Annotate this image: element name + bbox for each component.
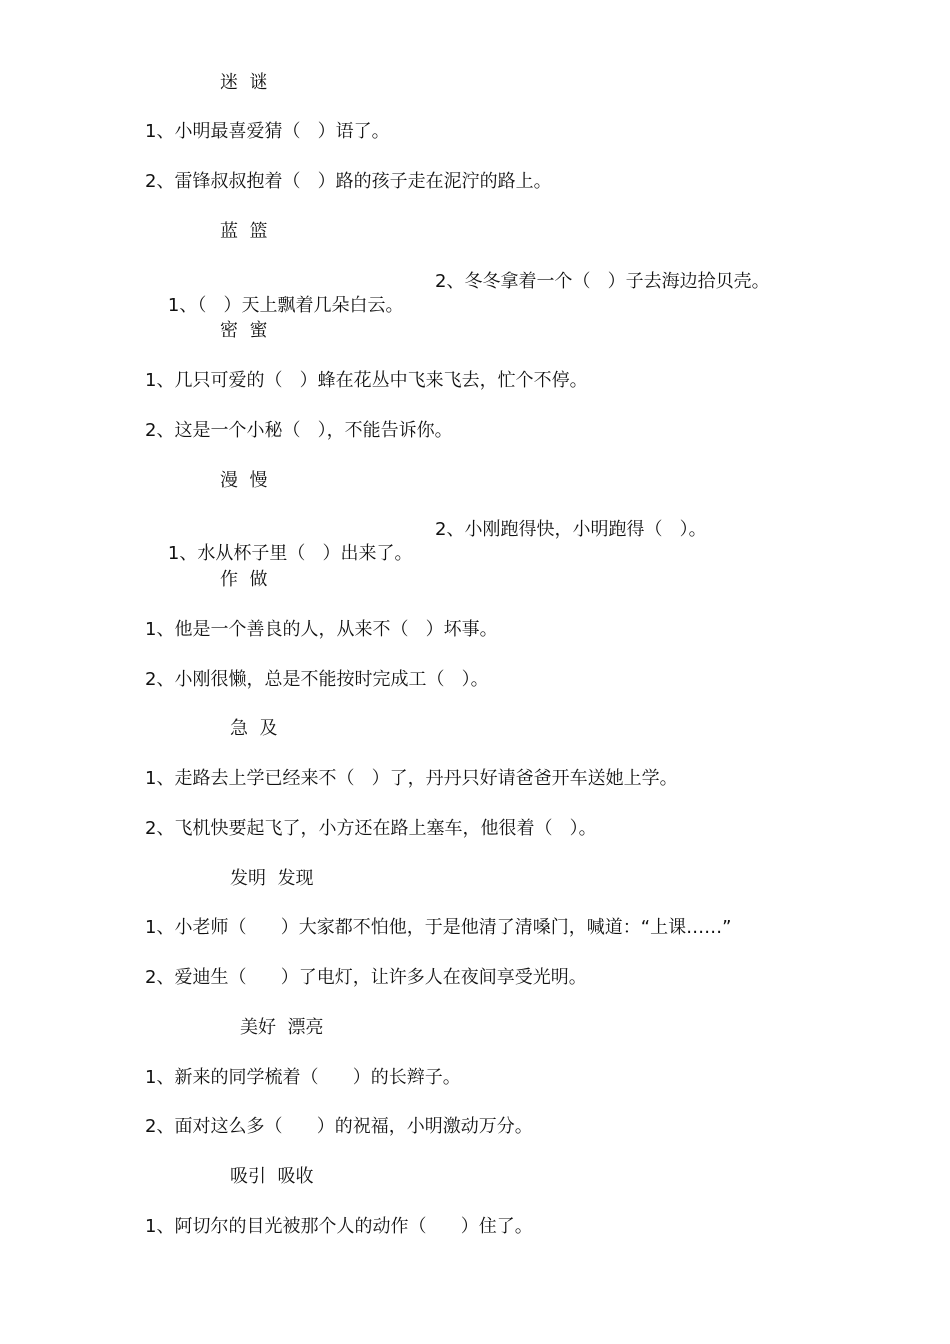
word-pair-heading: 作 做 (220, 569, 268, 590)
word-pair-heading: 蓝 篮 (220, 221, 268, 242)
exercise-line: 2、雷锋叔叔抱着（ ）路的孩子走在泥泞的路上。 (145, 171, 552, 192)
word-pair-heading: 密 蜜 (220, 320, 268, 341)
exercise-line: 1、他是一个善良的人，从来不（ ）坏事。 (145, 619, 498, 640)
word-pair-heading: 美好 漂亮 (240, 1017, 324, 1038)
word-pair-heading: 迷 谜 (220, 72, 268, 93)
exercise-line: 1、（ ）天上飘着几朵白云。 (167, 295, 404, 316)
exercise-line: 2、爱迪生（ ）了电灯，让许多人在夜间享受光明。 (145, 967, 587, 988)
exercise-line: 2、小刚很懒，总是不能按时完成工（ ）。 (145, 669, 489, 690)
word-pair-heading: 急 及 (230, 718, 278, 739)
exercise-row (145, 270, 770, 366)
exercise-line: 1、走路去上学已经来不（ ）了，丹丹只好请爸爸开车送她上学。 (145, 768, 678, 789)
exercise-line: 2、飞机快要起飞了，小方还在路上塞车，他很着（ ）。 (145, 818, 597, 839)
word-pair-heading: 发明 发现 (230, 868, 314, 889)
exercise-line: 2、这是一个小秘（ ），不能告诉你。 (145, 420, 453, 441)
exercise-line: 1、新来的同学梳着（ ）的长辫子。 (145, 1067, 461, 1088)
word-pair-heading: 漫 慢 (220, 470, 268, 491)
exercise-line: 2、面对这么多（ ）的祝福，小明激动万分。 (145, 1116, 533, 1137)
word-pair-heading: 吸引 吸收 (230, 1166, 314, 1187)
exercise-line: 1、小明最喜爱猜（ ）语了。 (145, 121, 390, 142)
exercise-line: 1、阿切尔的目光被那个人的动作（ ）住了。 (145, 1216, 533, 1237)
exercise-line: 1、小老师（ ）大家都不怕他，于是他清了清嗓门，喊道：“上课……” (145, 917, 732, 938)
exercise-line: 1、水从杯子里（ ）出来了。 (167, 543, 413, 564)
exercise-line: 2、小刚跑得快，小明跑得（ ）。 (435, 519, 707, 540)
exercise-row (145, 518, 707, 614)
exercise-line: 1、几只可爱的（ ）蜂在花丛中飞来飞去，忙个不停。 (145, 370, 588, 391)
exercise-line: 2、冬冬拿着一个（ ）子去海边拾贝壳。 (435, 271, 770, 292)
